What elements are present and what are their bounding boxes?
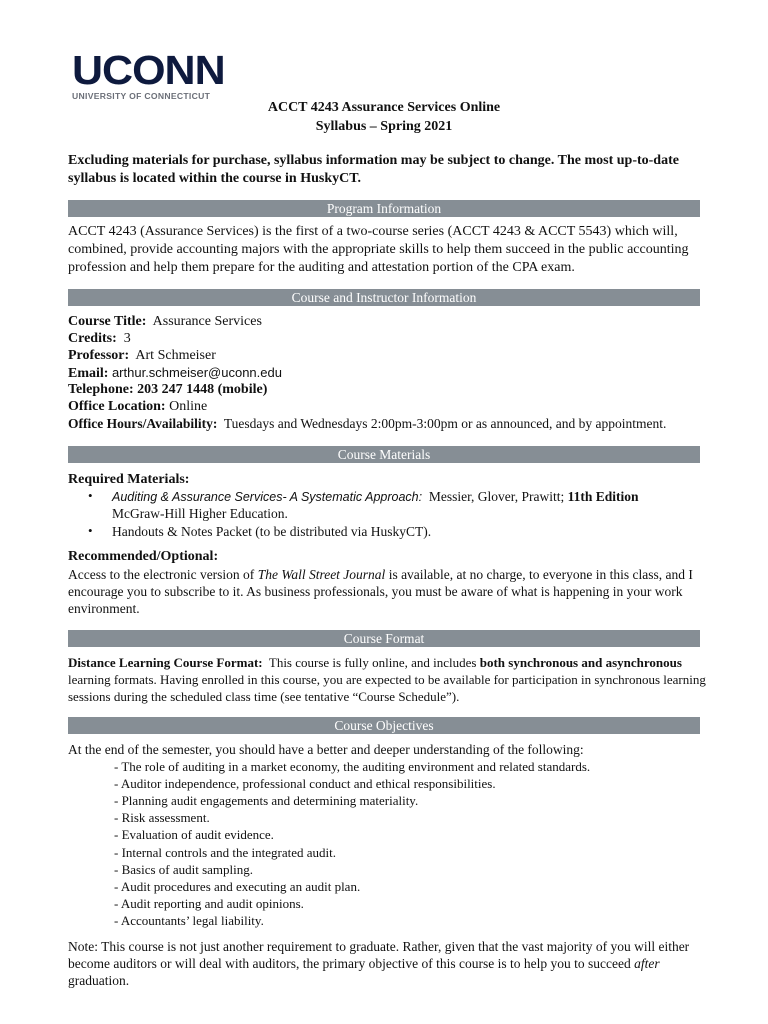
credits-value: 3: [123, 331, 131, 346]
objectives-note: Note: This course is not just another requirement to graduate. Rather, given that the vast majority of you will either become auditors or will deal with auditors, the primary objective of this course is to help you to succeed after graduation.: [68, 939, 690, 988]
bullet-icon: •: [88, 488, 93, 503]
logo-wordmark: UCONN: [72, 48, 225, 94]
course-title-label: Course Title:: [68, 314, 147, 329]
email-link[interactable]: arthur.schmeiser@uconn.edu: [111, 365, 282, 380]
credits-row: [68, 330, 131, 347]
telephone-text: Telephone: 203 247 1448 (mobile): [68, 382, 268, 397]
objective-item: - Audit procedures and executing an audit plan.: [114, 879, 361, 894]
recommended-text: Access to the electronic version of The Wall Street Journal is available, at no charge, to everyone in this class, and I encourage you to subscribe to it. As business professionals, you must be aware of what is happening in your work environment.: [68, 567, 693, 616]
office-location-value: Online: [169, 399, 208, 414]
objective-item: - Accountants’ legal liability.: [114, 913, 264, 928]
objective-item: - Risk assessment.: [114, 810, 210, 825]
objective-item: - Planning audit engagements and determining materiality.: [114, 793, 419, 808]
objectives-intro: At the end of the semester, you should have a better and deeper understanding of the following:: [68, 742, 584, 757]
required-book-line: [112, 488, 639, 506]
format-text: Distance Learning Course Format: This course is fully online, and includes both synchronous and asynchronous learning formats. Having enrolled in this course, you are expected to be available for participation in synchronous learning sessions during the scheduled class time (see tentative “Course Schedule”).: [68, 655, 706, 704]
course-title-value: Assurance Services: [152, 314, 262, 329]
email-label: Email:: [68, 366, 109, 381]
book-publisher: McGraw-Hill Higher Education.: [112, 506, 288, 521]
uconn-logo: [72, 50, 237, 101]
document-subtitle: Syllabus – Spring 2021: [315, 119, 453, 134]
objective-item: - Basics of audit sampling.: [114, 862, 254, 877]
bullet-icon: •: [88, 523, 93, 538]
credits-label: Credits:: [68, 331, 117, 346]
objective-item: - The role of auditing in a market economy, the auditing environment and related standards.: [114, 759, 591, 774]
office-location-row: [68, 398, 207, 415]
recommended-label: Recommended/Optional:: [68, 549, 219, 564]
objective-item: - Audit reporting and audit opinions.: [114, 896, 304, 911]
objective-item: - Auditor independence, professional conduct and ethical responsibilities.: [114, 776, 496, 791]
section-heading-materials: Course Materials: [68, 446, 700, 463]
objective-item: - Internal controls and the integrated audit.: [114, 845, 337, 860]
section-heading-format: Course Format: [68, 630, 700, 647]
logo-subtitle: UNIVERSITY OF CONNECTICUT: [72, 91, 211, 101]
syllabus-notice: Excluding materials for purchase, syllabus information may be subject to change. The most up-to-date syllabus is located within the course in HuskyCT.: [68, 153, 679, 186]
book-title: Auditing & Assurance Services- A Systematic Approach:: [112, 490, 423, 504]
section-heading-course-info: Course and Instructor Information: [68, 289, 700, 306]
format-label: Distance Learning Course Format:: [68, 655, 263, 670]
book-edition: 11th Edition: [567, 489, 639, 504]
office-location-label: Office Location:: [68, 399, 166, 414]
handouts-line: Handouts & Notes Packet (to be distributed via HuskyCT).: [112, 524, 432, 539]
email-row: [68, 364, 282, 382]
office-hours-label: Office Hours/Availability:: [68, 416, 218, 431]
office-hours-row: [68, 415, 666, 432]
wsj-title: The Wall Street Journal: [257, 567, 386, 582]
section-heading-program: Program Information: [68, 200, 700, 217]
book-authors: Messier, Glover, Prawitt;: [428, 489, 565, 504]
professor-label: Professor:: [68, 348, 130, 363]
course-title-row: [68, 313, 262, 330]
required-materials-label: Required Materials:: [68, 472, 190, 487]
office-hours-value: Tuesdays and Wednesdays 2:00pm-3:00pm or as announced, and by appointment.: [223, 416, 667, 431]
section-heading-objectives: Course Objectives: [68, 717, 700, 734]
document-title: ACCT 4243 Assurance Services Online: [267, 100, 501, 115]
professor-row: [68, 347, 216, 364]
telephone-row: [68, 381, 267, 398]
program-text: ACCT 4243 (Assurance Services) is the first of a two-course series (ACCT 4243 & ACCT 5543) which will, combined, provide accounting majors with the appropriate skills to help them succeed in the public accounting profession and help them prepare for the auditing and attestation portion of the CPA exam.: [68, 224, 689, 275]
emphasis-after: after: [634, 956, 660, 971]
objective-item: - Evaluation of audit evidence.: [114, 827, 274, 842]
professor-value: Art Schmeiser: [135, 348, 216, 363]
